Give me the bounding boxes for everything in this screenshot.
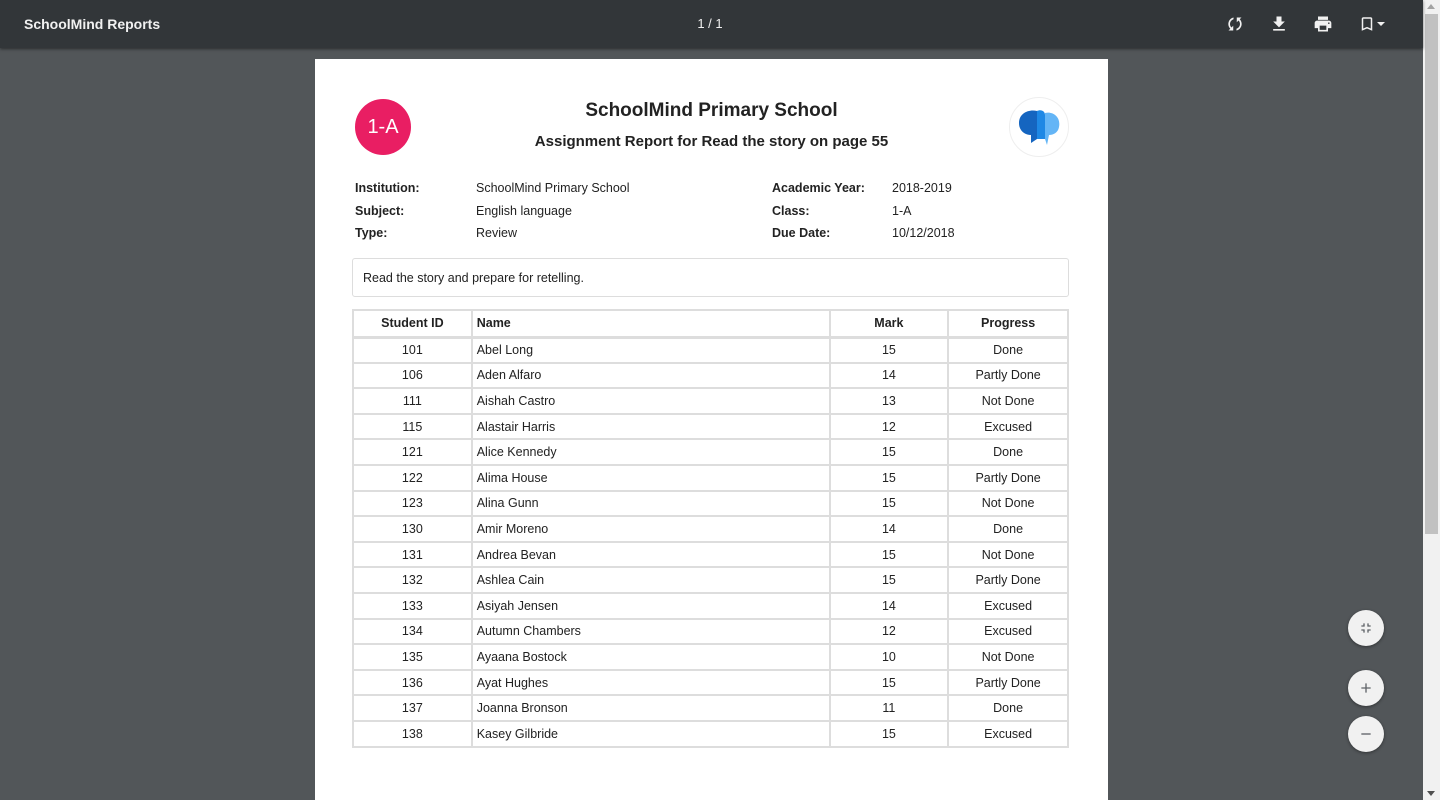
students-table [352, 309, 1069, 748]
cell-progress: Not Done [948, 491, 1068, 517]
cell-name: Joanna Bronson [472, 695, 830, 721]
cell-name: Asiyah Jensen [472, 593, 830, 619]
meta-row-academic-year [772, 181, 955, 204]
cell-name: Aishah Castro [472, 388, 830, 414]
cell-mark: 12 [830, 619, 949, 645]
cell-name: Andrea Bevan [472, 542, 830, 568]
table-row [353, 593, 1068, 619]
table-row [353, 567, 1068, 593]
cell-mark: 15 [830, 542, 949, 568]
meta-left [355, 181, 630, 249]
cell-progress: Partly Done [948, 670, 1068, 696]
cell-name: Amir Moreno [472, 516, 830, 542]
cell-name: Ashlea Cain [472, 567, 830, 593]
zoom-in-icon [1358, 680, 1374, 696]
cell-student-id: 138 [353, 721, 472, 747]
cell-name: Alice Kennedy [472, 439, 830, 465]
meta-value: 1-A [892, 203, 912, 218]
cell-mark: 15 [830, 670, 949, 696]
report-title: Assignment Report for Read the story on page 55 [534, 133, 889, 150]
table-header-row [353, 310, 1068, 337]
cell-student-id: 106 [353, 363, 472, 389]
viewer-toolbar [0, 0, 1423, 48]
cell-progress: Done [948, 516, 1068, 542]
cell-mark: 14 [830, 516, 949, 542]
cell-progress: Partly Done [948, 465, 1068, 491]
class-badge: 1-A [355, 99, 411, 155]
table-row [353, 542, 1068, 568]
table-row [353, 363, 1068, 389]
cell-mark: 15 [830, 491, 949, 517]
cell-mark: 10 [830, 644, 949, 670]
cell-progress: Not Done [948, 542, 1068, 568]
table-row [353, 695, 1068, 721]
table-row [353, 721, 1068, 747]
cell-student-id: 133 [353, 593, 472, 619]
cell-student-id: 121 [353, 439, 472, 465]
meta-key: Academic Year: [772, 181, 865, 195]
meta-key: Class: [772, 203, 810, 218]
meta-value: SchoolMind Primary School [476, 181, 630, 195]
cell-student-id: 101 [353, 337, 472, 363]
cell-mark: 15 [830, 337, 949, 363]
table-row [353, 337, 1068, 363]
table-body [353, 337, 1068, 747]
table-row [353, 644, 1068, 670]
cell-name: Aden Alfaro [472, 363, 830, 389]
scroll-down-icon[interactable] [1427, 791, 1435, 796]
bookmark-menu-button[interactable] [1356, 12, 1388, 36]
cell-mark: 14 [830, 363, 949, 389]
download-button[interactable] [1267, 12, 1291, 36]
cell-progress: Not Done [948, 644, 1068, 670]
cell-student-id: 134 [353, 619, 472, 645]
scroll-up-icon[interactable] [1427, 4, 1435, 9]
meta-right [772, 181, 955, 249]
table-row [353, 465, 1068, 491]
cell-progress: Excused [948, 593, 1068, 619]
caret-down-icon [1376, 19, 1386, 29]
cell-progress: Done [948, 439, 1068, 465]
cell-student-id: 135 [353, 644, 472, 670]
cell-progress: Done [948, 695, 1068, 721]
cell-name: Alastair Harris [472, 414, 830, 440]
cell-name: Ayaana Bostock [472, 644, 830, 670]
meta-key: Due Date: [772, 226, 831, 240]
fit-to-page-button[interactable] [1348, 610, 1384, 646]
header-progress: Progress [948, 310, 1068, 337]
cell-name: Kasey Gilbride [472, 721, 830, 747]
print-button[interactable] [1311, 12, 1335, 36]
meta-key: Type: [355, 226, 388, 240]
rotate-icon [1225, 14, 1245, 34]
zoom-out-button[interactable] [1348, 716, 1384, 752]
cell-name: Autumn Chambers [472, 619, 830, 645]
meta-key: Institution: [355, 181, 420, 195]
cell-name: Abel Long [472, 337, 830, 363]
cell-student-id: 137 [353, 695, 472, 721]
header-mark: Mark [830, 310, 949, 337]
cell-student-id: 123 [353, 491, 472, 517]
page-indicator: 1 / 1 [697, 16, 723, 31]
bookmark-icon [1358, 14, 1376, 34]
meta-value: 10/12/2018 [892, 226, 955, 240]
cell-progress: Partly Done [948, 363, 1068, 389]
cell-mark: 15 [830, 567, 949, 593]
cell-student-id: 115 [353, 414, 472, 440]
table-row [353, 388, 1068, 414]
table-row [353, 491, 1068, 517]
cell-progress: Done [948, 337, 1068, 363]
vertical-scrollbar[interactable] [1423, 0, 1440, 800]
meta-row-due-date [772, 226, 955, 249]
cell-progress: Partly Done [948, 567, 1068, 593]
table-row [353, 439, 1068, 465]
meta-value: Review [476, 226, 517, 240]
cell-mark: 15 [830, 465, 949, 491]
cell-progress: Excused [948, 414, 1068, 440]
cell-progress: Excused [948, 721, 1068, 747]
cell-mark: 14 [830, 593, 949, 619]
cell-name: Alina Gunn [472, 491, 830, 517]
meta-row-type [355, 226, 630, 249]
cell-student-id: 111 [353, 388, 472, 414]
app-title: SchoolMind Reports [24, 16, 161, 32]
report-page [315, 59, 1108, 800]
assignment-description: Read the story and prepare for retelling. [352, 258, 1069, 297]
table-row [353, 670, 1068, 696]
cell-mark: 15 [830, 721, 949, 747]
cell-mark: 13 [830, 388, 949, 414]
zoom-in-button[interactable] [1348, 670, 1384, 706]
print-icon [1313, 14, 1333, 34]
meta-key: Subject: [355, 203, 405, 218]
scrollbar-thumb[interactable] [1425, 14, 1438, 534]
cell-mark: 12 [830, 414, 949, 440]
cell-student-id: 130 [353, 516, 472, 542]
cell-name: Alima House [472, 465, 830, 491]
cell-progress: Not Done [948, 388, 1068, 414]
cell-student-id: 132 [353, 567, 472, 593]
meta-row-subject [355, 204, 630, 227]
cell-name: Ayat Hughes [472, 670, 830, 696]
header-name: Name [472, 310, 830, 337]
zoom-out-icon [1358, 726, 1374, 742]
download-icon [1269, 14, 1289, 34]
rotate-button[interactable] [1223, 12, 1247, 36]
school-name: SchoolMind Primary School [585, 100, 838, 121]
table-row [353, 414, 1068, 440]
header-student-id: Student ID [353, 310, 472, 337]
cell-progress: Excused [948, 619, 1068, 645]
table-row [353, 619, 1068, 645]
cell-mark: 15 [830, 439, 949, 465]
meta-row-institution [355, 181, 630, 204]
fit-page-icon [1358, 620, 1374, 636]
meta-row-class [772, 204, 955, 227]
cell-student-id: 131 [353, 542, 472, 568]
cell-student-id: 122 [353, 465, 472, 491]
meta-value: English language [476, 203, 572, 218]
table-row [353, 516, 1068, 542]
meta-value: 2018-2019 [892, 181, 952, 195]
cell-mark: 11 [830, 695, 949, 721]
cell-student-id: 136 [353, 670, 472, 696]
